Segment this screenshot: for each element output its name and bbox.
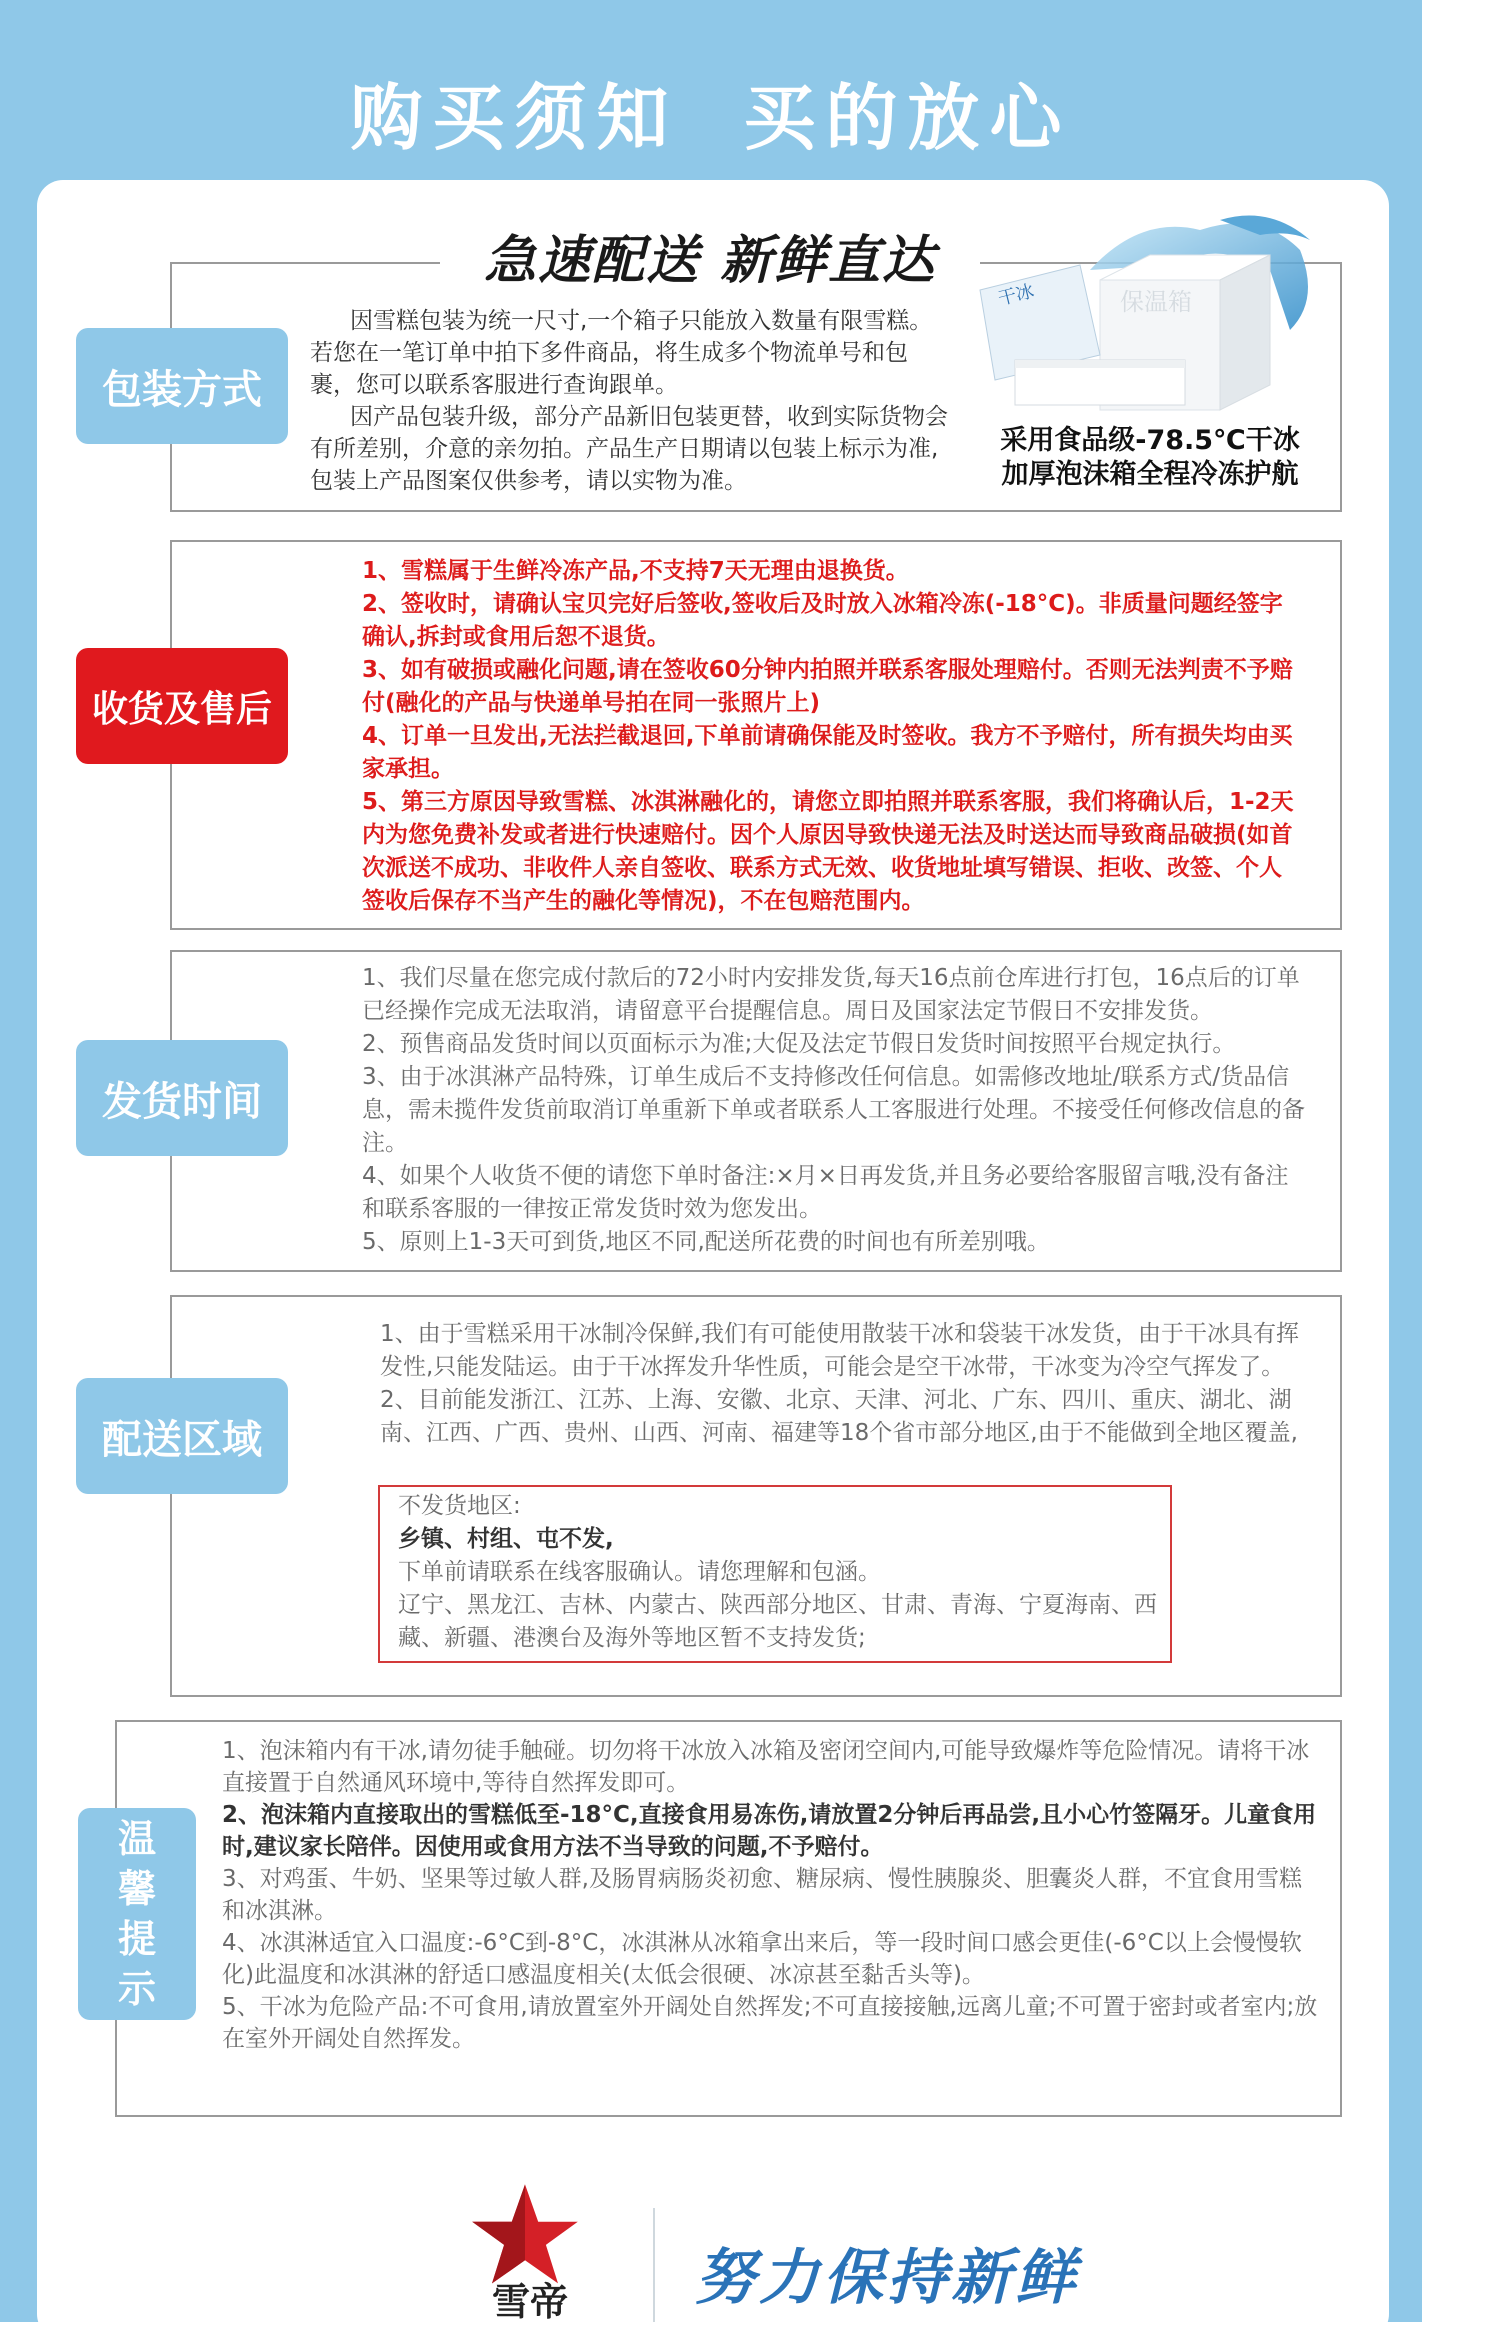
box-label: 保温箱: [1120, 288, 1192, 316]
footer-divider: [653, 2208, 655, 2322]
tips-tag-char-4: 示: [117, 1967, 156, 2011]
image-caption-1: 采用食品级-78.5℃干冰: [1000, 425, 1300, 456]
no-delivery-title: 不发货地区:: [398, 1493, 521, 1519]
aftersale-item-5: 5、第三方原因导致雪糕、冰淇淋融化的，请您立即拍照并联系客服，我们将确认后，1-2天内为您免费补发或者进行快速赔付。因个人原因导致快递无法及时送达而导致商品破损(如首次派送不成功、非收件人亲自签收、联系方式无效、收货地址填写错误、拒收、改签、个人签收后保存不当产生的融化等情况)，不在包赔范围内。: [362, 789, 1294, 914]
packaging-heading: 急速配送 新鲜直达: [440, 226, 980, 296]
shipping-tag: 发货时间: [76, 1040, 288, 1156]
tips-item-4: 4、冰淇淋适宜入口温度:-6°C到-8°C，冰淇淋从冰箱拿出来后，等一段时间口感会更佳(-6°C以上会慢慢软化)此温度和冰淇淋的舒适口感温度相关(太低会很硬、冰凉甚至黏舌头等)。: [222, 1930, 1302, 1988]
aftersale-item-1: 1、雪糕属于生鲜冷冻产品,不支持7天无理由退换货。: [362, 558, 909, 584]
area-item-2: 2、目前能发浙江、江苏、上海、安徽、北京、天津、河北、广东、四川、重庆、湖北、湖南、江西、广西、贵州、山西、河南、福建等18个省市部分地区,由于不能做到全地区覆盖,: [380, 1387, 1298, 1446]
shipping-item-1: 1、我们尽量在您完成付款后的72小时内安排发货,每天16点前仓库进行打包，16点后的订单已经操作完成无法取消，请留意平台提醒信息。周日及国家法定节假日不安排发货。: [362, 965, 1300, 1024]
brand-star-logo: [470, 2180, 580, 2290]
aftersale-tag: 收货及售后: [76, 648, 288, 764]
packaging-text: [310, 305, 950, 497]
area-item-1: 1、由于雪糕采用干冰制冷保鲜,我们有可能使用散装干冰和袋装干冰发货，由于干冰具有挥发性,只能发陆运。由于干冰挥发升华性质，可能会是空干冰带，干冰变为冷空气挥发了。: [380, 1321, 1299, 1380]
tips-tag-char-1: 温: [117, 1817, 156, 1861]
packaging-paragraph-2: 因产品包装升级，部分产品新旧包装更替，收到实际货物会有所差别，介意的亲勿拍。产品生产日期请以包装上标示为准,包装上产品图案仅供参考，请以实物为准。: [310, 404, 948, 494]
brand-name: 雪帝: [491, 2280, 568, 2324]
tips-item-3: 3、对鸡蛋、牛奶、坚果等过敏人群,及肠胃病肠炎初愈、糖尿病、慢性胰腺炎、胆囊炎人群，不宜食用雪糕和冰淇淋。: [222, 1866, 1302, 1924]
foam-box-side: [1220, 255, 1270, 410]
page-title: 购买须知 买的放心: [350, 76, 1072, 160]
tips-item-1: 1、泡沫箱内有干冰,请勿徒手触碰。切勿将干冰放入冰箱及密闭空间内,可能导致爆炸等危险情况。请将干冰直接置于自然通风环境中,等待自然挥发即可。: [222, 1738, 1310, 1796]
aftersale-item-3: 3、如有破损或融化问题,请在签收60分钟内拍照并联系客服处理赔付。否则无法判责不予赔付(融化的产品与快递单号拍在同一张照片上): [362, 657, 1293, 716]
image-caption-2: 加厚泡沫箱全程冷冻护航: [1001, 459, 1299, 490]
dry-ice-label: 干冰: [996, 280, 1037, 310]
shipping-list: [362, 962, 1307, 1259]
no-delivery-line-2: 下单前请联系在线客服确认。请您理解和包涵。: [398, 1559, 881, 1585]
no-delivery-regions: 辽宁、黑龙江、吉林、内蒙古、陕西部分地区、甘肃、青海、宁夏海南、西藏、新疆、港澳台及海外等地区暂不支持发货;: [398, 1592, 1157, 1651]
packaging-box-top-left: [170, 262, 440, 264]
tips-item-5: 5、干冰为危险产品:不可食用,请放置室外开阔处自然挥发;不可直接接触,远离儿童;不可置于密封或者室内;放在室外开阔处自然挥发。: [222, 1994, 1318, 2052]
tips-item-2: 2、泡沫箱内直接取出的雪糕低至-18°C,直接食用易冻伤,请放置2分钟后再品尝,且小心竹签隔牙。儿童食用时,建议家长陪伴。因使用或食用方法不当导致的问题,不予赔付。: [222, 1802, 1317, 1860]
aftersale-list: [362, 555, 1302, 918]
no-delivery-bold: 乡镇、村组、屯不发,: [398, 1526, 614, 1552]
packaging-tag: 包装方式: [76, 328, 288, 444]
tips-tag-char-2: 馨: [117, 1867, 156, 1911]
packaging-paragraph-1: 因雪糕包装为统一尺寸,一个箱子只能放入数量有限雪糕。若您在一笔订单中拍下多件商品，将生成多个物流单号和包裹，您可以联系客服进行查询跟单。: [310, 308, 933, 398]
area-tag: 配送区域: [76, 1378, 288, 1494]
tips-tag-char-3: 提: [117, 1917, 156, 1961]
tips-list: [222, 1735, 1322, 2055]
aftersale-item-4: 4、订单一旦发出,无法拦截退回,下单前请确保能及时签收。我方不予赔付，所有损失均由买家承担。: [362, 723, 1293, 782]
tips-tag: [78, 1808, 196, 2020]
no-delivery-text: [398, 1490, 1158, 1655]
brand-slogan: 努力保持新鲜: [695, 2243, 1079, 2313]
shipping-item-3: 3、由于冰淇淋产品特殊，订单生成后不支持修改任何信息。如需修改地址/联系方式/货品信息，需未揽件发货前取消订单重新下单或者联系人工客服进行处理。不接受任何修改信息的备注。: [362, 1064, 1305, 1156]
dry-ice-foam-box-image: [970, 210, 1320, 440]
shipping-item-5: 5、原则上1-3天可到货,地区不同,配送所花费的时间也有所差别哦。: [362, 1229, 1050, 1255]
aftersale-item-2: 2、签收时，请确认宝贝完好后签收,签收后及时放入冰箱冷冻(-18°C)。非质量问题经签字确认,拆封或食用后恕不退货。: [362, 591, 1283, 650]
shipping-item-2: 2、预售商品发货时间以页面标示为准;大促及法定节假日发货时间按照平台规定执行。: [362, 1031, 1236, 1057]
shipping-item-4: 4、如果个人收货不便的请您下单时备注:×月×日再发货,并且务必要给客服留言哦,没有备注和联系客服的一律按正常发货时效为您发出。: [362, 1163, 1289, 1222]
area-list: [380, 1318, 1320, 1450]
